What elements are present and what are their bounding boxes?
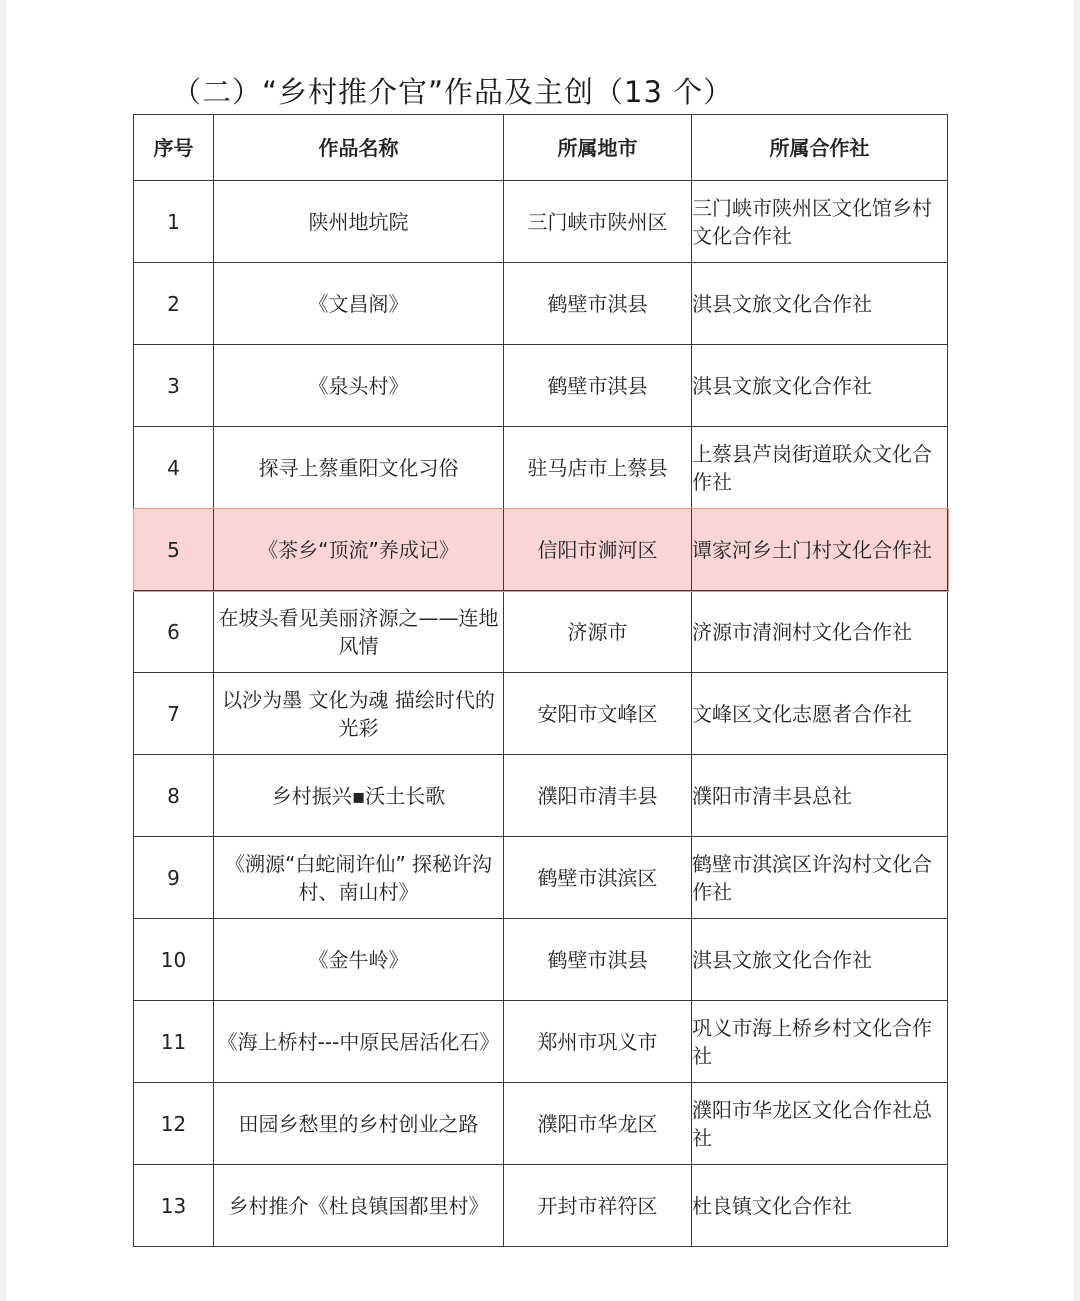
cell-city: 开封市祥符区 [504,1165,692,1247]
table-row [134,673,948,755]
cell-work-name: 以沙为墨 文化为魂 描绘时代的光彩 [214,673,504,755]
table-row [134,755,948,837]
cell-work-name: 陕州地坑院 [214,181,504,263]
cell-no: 6 [134,591,214,673]
cell-no: 8 [134,755,214,837]
cell-work-name: 探寻上蔡重阳文化习俗 [214,427,504,509]
cell-work-name: 乡村振兴▪沃土长歌 [214,755,504,837]
cell-no: 9 [134,837,214,919]
cell-work-name: 《海上桥村---中原民居活化石》 [214,1001,504,1083]
section-title: （二）“乡村推介官”作品及主创（13 个） [172,75,734,109]
cell-cooperative: 上蔡县芦岗街道联众文化合作社 [692,427,948,509]
cell-work-name: 乡村推介《杜良镇国都里村》 [214,1165,504,1247]
table-header-row [134,115,948,181]
table-row [134,1001,948,1083]
cell-no: 10 [134,919,214,1001]
cell-city: 济源市 [504,591,692,673]
table-row [134,1083,948,1165]
cell-cooperative: 濮阳市清丰县总社 [692,755,948,837]
works-table [133,114,948,1247]
cell-cooperative: 濮阳市华龙区文化合作社总社 [692,1083,948,1165]
header-cooperative: 所属合作社 [692,115,948,181]
cell-cooperative: 淇县文旅文化合作社 [692,345,948,427]
table-row [134,181,948,263]
cell-cooperative: 淇县文旅文化合作社 [692,263,948,345]
table-row [134,837,948,919]
cell-city: 鹤壁市淇滨区 [504,837,692,919]
cell-city: 三门峡市陕州区 [504,181,692,263]
cell-city: 信阳市浉河区 [504,509,692,591]
cell-work-name: 田园乡愁里的乡村创业之路 [214,1083,504,1165]
cell-cooperative: 杜良镇文化合作社 [692,1165,948,1247]
cell-no: 5 [134,509,214,591]
cell-work-name: 《金牛岭》 [214,919,504,1001]
header-no: 序号 [134,115,214,181]
cell-cooperative: 三门峡市陕州区文化馆乡村文化合作社 [692,181,948,263]
cell-city: 驻马店市上蔡县 [504,427,692,509]
cell-city: 濮阳市清丰县 [504,755,692,837]
cell-no: 12 [134,1083,214,1165]
table-row [134,345,948,427]
table-row [134,919,948,1001]
cell-no: 11 [134,1001,214,1083]
cell-cooperative: 济源市清涧村文化合作社 [692,591,948,673]
cell-work-name: 《茶乡“顶流”养成记》 [214,509,504,591]
cell-work-name: 在坡头看见美丽济源之——连地风情 [214,591,504,673]
cell-no: 2 [134,263,214,345]
page-edge-right [1074,0,1080,1301]
cell-work-name: 《文昌阁》 [214,263,504,345]
page-edge-left [0,0,6,1301]
cell-no: 1 [134,181,214,263]
cell-city: 濮阳市华龙区 [504,1083,692,1165]
cell-cooperative: 谭家河乡土门村文化合作社 [692,509,948,591]
cell-city: 鹤壁市淇县 [504,919,692,1001]
table-row [134,263,948,345]
header-city: 所属地市 [504,115,692,181]
cell-no: 4 [134,427,214,509]
header-work-name: 作品名称 [214,115,504,181]
cell-work-name: 《泉头村》 [214,345,504,427]
cell-no: 13 [134,1165,214,1247]
cell-city: 安阳市文峰区 [504,673,692,755]
cell-cooperative: 巩义市海上桥乡村文化合作社 [692,1001,948,1083]
table-row [134,427,948,509]
cell-city: 鹤壁市淇县 [504,345,692,427]
table-row-highlighted [134,509,948,591]
table-row [134,1165,948,1247]
table-row [134,591,948,673]
cell-no: 7 [134,673,214,755]
cell-cooperative: 鹤壁市淇滨区许沟村文化合作社 [692,837,948,919]
cell-cooperative: 文峰区文化志愿者合作社 [692,673,948,755]
cell-city: 郑州市巩义市 [504,1001,692,1083]
cell-work-name: 《溯源“白蛇闹许仙” 探秘许沟村、南山村》 [214,837,504,919]
cell-city: 鹤壁市淇县 [504,263,692,345]
cell-cooperative: 淇县文旅文化合作社 [692,919,948,1001]
cell-no: 3 [134,345,214,427]
